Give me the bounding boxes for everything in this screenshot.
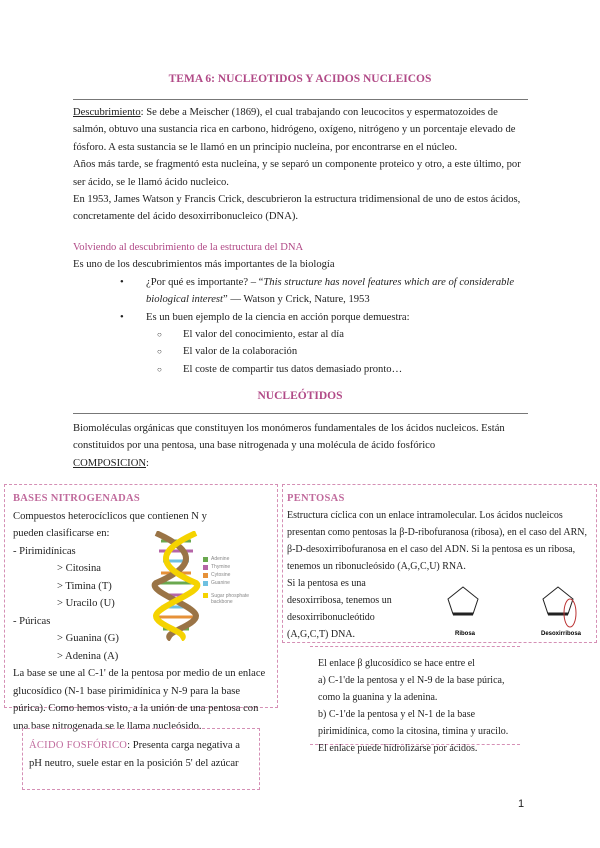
sub-text: El valor de la colaboración [183, 346, 298, 358]
bases-heading: BASES NITROGENADAS [13, 493, 141, 504]
pur-item: > Adenina (A) [57, 650, 119, 662]
legend-item: Adenine [203, 555, 251, 563]
page-number: 1 [518, 798, 525, 810]
discovery-text: : Se debe a Meischer (1869), el cual trabajando con leucocitos y espermatozoides de salmón, obtuvo una sustancia rica en carbono, hidrógeno, oxígeno, nitrógeno y un porcentaje elevado de fósforo. A esta sustancia se le llamó en un principio nucleína, por encontrarse en el núcleo. [73, 107, 516, 153]
bullet-text: Es un buen ejemplo de la ciencia en acción porque demuestra: [146, 311, 410, 323]
bases-intro: Compuestos heterocíclicos que contienen N y pueden clasificarse en: [13, 510, 207, 539]
enlace-a: a) C-1'de la pentosa y el N-9 de la base púrica, como la guanina y la adenina. [318, 675, 505, 703]
sub-list-item: ○ El valor del conocimiento, estar al día [157, 329, 344, 341]
pentosas-heading: PENTOSAS [287, 493, 345, 504]
nucleotidos-text-block [73, 420, 533, 472]
quote: This structure has novel features which are of considerable biological interest [146, 276, 515, 306]
enlace-line-1: El enlace β glucosídico se hace entre el [318, 658, 475, 669]
legend-item: Thymine [203, 563, 251, 571]
fosforico-text: : Presenta carga negativa a pH neutro, suele estar en la posición 5' del azúcar [29, 740, 240, 769]
pyr-item: > Timina (T) [57, 580, 112, 592]
intro-paragraph-2: Años más tarde, se fragmentó esta nucleína, y se separó un componente proteico y otro, a este último, por ser ácido, se le llamó ácido nucleico. [73, 159, 521, 188]
nucleotidos-text: Biomoléculas orgánicas que constituyen los monómeros fundamentales de los ácidos nucleicos. Están constituidos por una pentosa, una base nitrogenada y una molécula de ácido fosfórico [73, 423, 505, 452]
bases-text: La base se une al C-1' de la pentosa por medio de un enlace glucosídico (N-1 base pirimidínica y N-9 para la base púrica). Como hemos visto, a la unión de una pentosa con una base nitrogenada se le llama nucleósido. [13, 668, 266, 732]
composicion-label: COMPOSICION [73, 457, 146, 469]
legend-item: Guanine [203, 579, 251, 587]
pyr-item: > Uracilo (U) [57, 598, 115, 609]
dna-legend [203, 555, 251, 607]
dna-helix-image [151, 531, 201, 641]
pyr-label: - Pirimidínicas [13, 545, 76, 557]
desoxirribosa-label: Desoxirribosa [541, 631, 582, 637]
pur-item: > Guanina (G) [57, 633, 119, 644]
divider [73, 99, 528, 100]
nucleotidos-heading: NUCLEÓTIDOS [257, 390, 343, 402]
enlace-box [310, 646, 520, 754]
fosforico-box [22, 728, 260, 790]
sub-list-item: ○ El valor de la colaboración [157, 346, 298, 358]
pur-label: - Púricas [13, 615, 51, 627]
dna-section [73, 239, 533, 378]
pentose-structures-image [433, 569, 593, 639]
pentosas-text: Estructura cíclica con un enlace intramolecular. Los ácidos nucleicos presentan como pentosas la β-D-ribofuranosa (ribosa), en el caso del ARN, β-D-desoxirribofuranosa en el caso del ADN. Si la pentosa es un ribosa, tenemos un ribonucleósido (A,G,C,U) RNA. [287, 510, 587, 572]
ribosa-label: Ribosa [455, 631, 476, 637]
pentosas-text-2: Si la pentosa es una desoxirribosa, tenemos un desoxirribonucleótido (A,G,C,T) DNA. [287, 578, 392, 640]
intro-paragraph-3: En 1953, James Watson y Francis Crick, descubrieron la estructura tridimensional de uno de estos ácidos, concretamente del ácido desoxirribonucleico (DNA). [73, 194, 521, 223]
dna-heading: Volviendo al descubrimiento de la estructura del DNA [73, 242, 304, 253]
pyr-item: > Citosina [57, 563, 101, 574]
sub-list-item: ○ El coste de compartir tus datos demasiado pronto… [157, 363, 403, 375]
dna-lead: Es uno de los descubrimientos más importantes de la biología [73, 259, 335, 271]
legend-item: Cytosine [203, 571, 251, 579]
citation: ” — Watson y Crick, Nature, 1953 [223, 294, 370, 306]
pentosas-box [282, 484, 597, 643]
list-item: • ¿Por qué es importante? – “This structure has novel features which are of considerable biological interest” — Watson y Crick, Nature, 1953 [120, 276, 515, 306]
list-item: • Es un buen ejemplo de la ciencia en acción porque demuestra: [120, 311, 410, 323]
divider [73, 413, 528, 414]
colon: : [146, 457, 149, 469]
sub-text: El coste de compartir tus datos demasiado pronto… [183, 363, 403, 375]
intro-section [73, 104, 533, 226]
discovery-label: Descubrimiento [73, 107, 141, 118]
bases-box [4, 484, 278, 732]
legend-item: Sugar phosphate backbone [203, 593, 251, 607]
bullet-text: ¿Por qué es importante? – “ [146, 276, 264, 288]
page-title: TEMA 6: NUCLEOTIDOS Y ACIDOS NUCLEICOS [168, 73, 432, 85]
fosforico-heading: ÁCIDO FOSFÓRICO [29, 740, 128, 751]
sub-text: El valor del conocimiento, estar al día [183, 329, 344, 341]
enlace-b: b) C-1'de la pentosa y el N-1 de la base pirimidínica, como la citosina, timina y uracilo. El enlace puede hidrolizarse por ácidos. [318, 709, 509, 754]
